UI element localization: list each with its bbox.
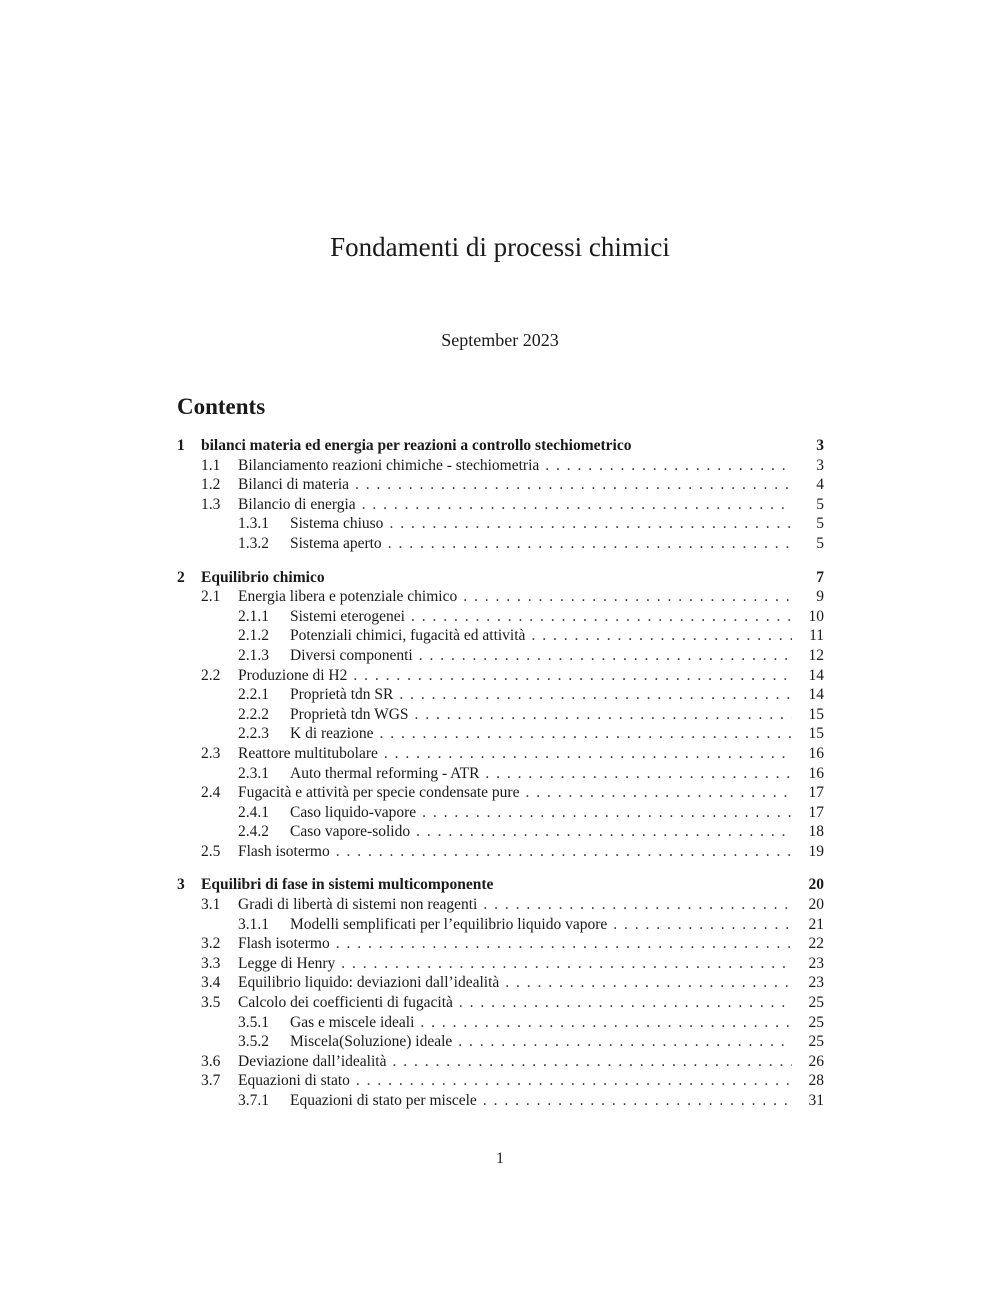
toc-chapter-row[interactable] [177,875,824,895]
toc-entry-number: 3.6 [201,1052,221,1070]
toc-subsection-row[interactable] [177,705,824,725]
toc-leader-dots [389,514,792,534]
table-of-contents [177,436,824,1111]
toc-entry-page: 5 [816,515,824,533]
toc-leader-dots [483,1091,792,1111]
toc-section-row[interactable] [177,666,824,686]
toc-entry-label: Proprietà tdn WGS [290,705,409,723]
toc-entry-number: 2.3 [201,744,221,762]
toc-section-row[interactable] [177,993,824,1013]
toc-entry-number: 2.2.1 [238,686,269,704]
toc-entry-number: 3.7.1 [238,1092,269,1109]
toc-entry-label: Sistema aperto [290,534,382,552]
toc-section-row[interactable] [177,456,824,476]
toc-entry-label: Produzione di H2 [238,666,348,684]
toc-leader-dots [356,1071,792,1091]
toc-entry-label: Gradi di libertà di sistemi non reagenti [238,896,478,914]
toc-subsection-row[interactable] [177,514,824,534]
toc-section-row[interactable] [177,744,824,764]
toc-subsection-row[interactable] [177,626,824,646]
toc-entry-page: 22 [808,935,824,953]
toc-subsection-row[interactable] [177,803,824,823]
toc-entry-label: Bilanci di materia [238,476,350,494]
toc-entry-page: 14 [808,666,824,684]
toc-leader-dots [505,973,792,993]
toc-entry-number: 2.4.1 [238,803,269,821]
toc-entry-number: 3.2 [201,935,221,953]
toc-entry-page: 10 [808,607,824,625]
toc-entry-number: 2.1 [201,588,221,606]
toc-entry-page: 16 [808,764,824,782]
toc-subsection-row[interactable] [177,685,824,705]
toc-leader-dots [380,724,793,744]
toc-entry-label: Proprietà tdn SR [290,686,394,704]
toc-section-row[interactable] [177,783,824,803]
toc-leader-dots [419,646,792,666]
toc-section-row[interactable] [177,475,824,495]
toc-entry-label: Calcolo dei coefficienti di fugacità [238,994,453,1012]
toc-leader-dots [336,934,792,954]
toc-entry-label: Caso liquido-vapore [290,803,417,821]
toc-subsection-row[interactable] [177,534,824,554]
toc-entry-label: Flash isotermo [238,842,330,860]
toc-entry-number: 3.5.1 [238,1013,269,1031]
toc-entry-label: Miscela(Soluzione) ideale [290,1033,453,1051]
toc-entry-page: 25 [808,1033,824,1051]
toc-leader-dots [420,1013,792,1033]
toc-entry-label: Flash isotermo [238,935,330,953]
toc-leader-dots [483,895,792,915]
toc-entry-number: 2.1.2 [238,627,269,645]
toc-entry-label: Caso vapore-solido [290,823,411,841]
toc-entry-label: Sistemi eterogenei [290,607,405,625]
toc-entry-number: 2.2.2 [238,705,269,723]
toc-leader-dots [415,705,792,725]
toc-subsection-row[interactable] [177,646,824,666]
toc-entry-number: 3.5 [201,994,221,1012]
toc-entry-label: Diversi componenti [290,646,413,664]
toc-subsection-row[interactable] [177,915,824,935]
toc-entry-number: 2.3.1 [238,764,269,782]
toc-entry-page: 31 [808,1092,824,1109]
toc-entry-label: Auto thermal reforming - ATR [290,764,480,782]
toc-entry-label: Fugacità e attività per specie condensate pure [238,784,520,802]
toc-leader-dots [384,744,792,764]
toc-entry-number: 2.5 [201,842,221,860]
toc-entry-number: 3 [177,876,185,894]
toc-leader-dots [355,475,792,495]
toc-section-row[interactable] [177,973,824,993]
toc-leader-dots [525,783,792,803]
toc-entry-number: 1.3.1 [238,515,269,533]
toc-entry-number: 2.1.3 [238,646,269,664]
document-date: September 2023 [441,330,559,350]
toc-entry-page: 4 [816,476,824,494]
toc-entry-page: 14 [808,686,824,704]
toc-entry-page: 23 [808,954,824,972]
toc-leader-dots [392,1052,792,1072]
toc-subsection-row[interactable] [177,1013,824,1033]
toc-entry-page: 17 [808,784,824,802]
toc-entry-label: K di reazione [290,725,374,743]
toc-section-row[interactable] [177,895,824,915]
toc-entry-number: 3.5.2 [238,1033,269,1051]
toc-entry-page: 3 [816,437,824,454]
toc-chapter-row[interactable] [177,436,824,456]
toc-entry-page: 19 [808,842,824,860]
toc-entry-label: Modelli semplificati per l’equilibrio liquido vapore [290,915,608,933]
toc-entry-label: Equazioni di stato per miscele [290,1092,477,1109]
toc-entry-label: Equazioni di stato [238,1072,350,1090]
toc-entry-label: Equilibri di fase in sistemi multicomponente [201,876,494,894]
toc-entry-page: 16 [808,744,824,762]
toc-entry-page: 3 [816,456,824,474]
document-title: Fondamenti di processi chimici [330,232,670,262]
toc-entry-page: 25 [808,1013,824,1031]
toc-section-row[interactable] [177,587,824,607]
toc-entry-page: 26 [808,1052,824,1070]
toc-subsection-row[interactable] [177,1091,824,1111]
toc-chapter-row[interactable] [177,568,824,588]
toc-entry-number: 3.4 [201,974,221,992]
toc-entry-label: Reattore multitubolare [238,744,378,762]
toc-leader-dots [411,607,792,627]
toc-entry-page: 18 [808,823,824,841]
toc-entry-page: 12 [808,646,824,664]
toc-leader-dots [399,685,792,705]
toc-entry-number: 3.1.1 [238,915,269,933]
toc-entry-page: 7 [816,568,824,586]
contents-heading: Contents [177,394,266,419]
toc-entry-page: 11 [809,627,824,645]
toc-leader-dots [458,1032,792,1052]
toc-entry-label: Equilibrio liquido: deviazioni dall’idealità [238,974,500,992]
toc-section-row[interactable] [177,1071,824,1091]
toc-leader-dots [531,626,792,646]
toc-entry-label: Legge di Henry [238,954,336,972]
toc-entry-number: 2.2 [201,666,221,684]
toc-leader-dots [353,666,792,686]
toc-entry-number: 1.1 [201,456,221,474]
toc-subsection-row[interactable] [177,822,824,842]
toc-subsection-row[interactable] [177,1032,824,1052]
toc-subsection-row[interactable] [177,607,824,627]
toc-leader-dots [362,495,792,515]
toc-leader-dots [613,915,792,935]
toc-entry-page: 25 [808,994,824,1012]
toc-leader-dots [459,993,792,1013]
toc-entry-number: 2.1.1 [238,607,269,625]
toc-leader-dots [341,954,792,974]
toc-entry-number: 3.1 [201,896,221,914]
toc-entry-label: Potenziali chimici, fugacità ed attività [290,627,526,645]
toc-entry-number: 1.3.2 [238,534,269,552]
toc-entry-number: 1 [177,437,185,454]
toc-entry-page: 20 [808,896,824,914]
toc-section-row[interactable] [177,954,824,974]
toc-leader-dots [422,803,792,823]
page-number: 1 [496,1150,504,1167]
toc-leader-dots [388,534,792,554]
toc-entry-number: 3.3 [201,954,221,972]
toc-entry-page: 15 [808,705,824,723]
toc-subsection-row[interactable] [177,724,824,744]
toc-entry-label: bilanci materia ed energia per reazioni a controllo stechiometrico [201,437,632,454]
toc-entry-label: Sistema chiuso [290,515,384,533]
toc-entry-number: 1.3 [201,495,221,513]
toc-entry-page: 9 [816,588,824,606]
toc-entry-page: 5 [816,495,824,513]
toc-entry-label: Equilibrio chimico [201,568,325,586]
toc-section-row[interactable] [177,1052,824,1072]
toc-entry-number: 2.4 [201,784,221,802]
toc-leader-dots [485,764,792,784]
toc-section-row[interactable] [177,842,824,862]
toc-section-row[interactable] [177,934,824,954]
toc-entry-number: 2 [177,568,185,586]
toc-entry-number: 2.4.2 [238,823,269,841]
toc-entry-page: 28 [808,1072,824,1090]
toc-entry-number: 3.7 [201,1072,221,1090]
toc-entry-label: Bilancio di energia [238,495,356,513]
toc-entry-page: 20 [808,876,824,894]
toc-leader-dots [545,456,792,476]
toc-leader-dots [416,822,792,842]
toc-leader-dots [463,587,792,607]
toc-entry-page: 17 [808,803,824,821]
toc-entry-label: Energia libera e potenziale chimico [238,588,458,606]
toc-entry-page: 5 [816,534,824,552]
toc-entry-number: 2.2.3 [238,725,269,743]
toc-entry-page: 15 [808,725,824,743]
toc-entry-page: 21 [808,915,824,933]
toc-entry-number: 1.2 [201,476,221,494]
toc-entry-page: 23 [808,974,824,992]
toc-section-row[interactable] [177,495,824,515]
toc-entry-label: Bilanciamento reazioni chimiche - stechiometria [238,456,540,474]
toc-subsection-row[interactable] [177,764,824,784]
toc-entry-label: Deviazione dall’idealità [238,1052,387,1070]
toc-entry-label: Gas e miscele ideali [290,1013,415,1031]
toc-leader-dots [336,842,792,862]
